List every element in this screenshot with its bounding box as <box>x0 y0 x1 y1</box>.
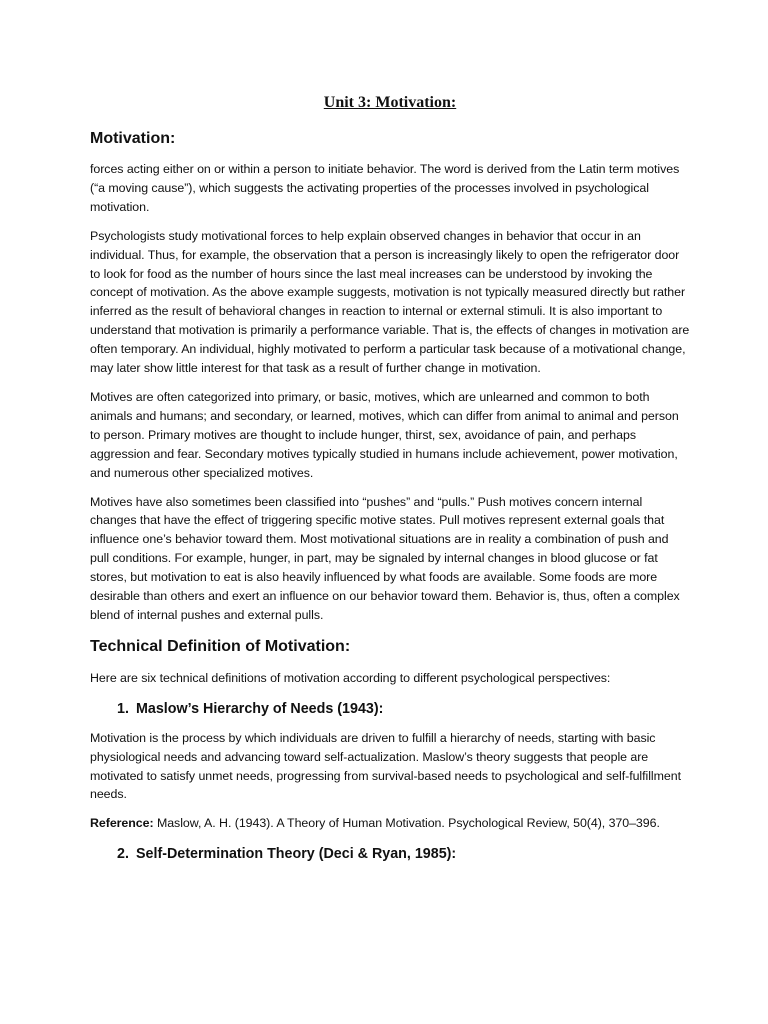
paragraph: Motives are often categorized into primary, or basic, motives, which are unlearned and common to both animals and humans; and secondary, or learned, motives, which can differ from animal to animal and person to person. Primary motives are thought to include hunger, thirst, sex, avoidance of pain, and perhaps aggression and fear. Secondary motives typically studied in humans include achievement, power motivation, and numerous other specialized motives. <box>90 389 679 480</box>
reference-text: Maslow, A. H. (1943). A Theory of Human Motivation. Psychological Review, 50(4), 370–396. <box>153 816 660 831</box>
reference-line <box>90 814 690 833</box>
definition-heading <box>90 843 690 865</box>
definition-title: Self-Determination Theory (Deci & Ryan, 1985): <box>136 846 457 863</box>
definition-title: Maslow’s Hierarchy of Needs (1943): <box>136 700 384 717</box>
section-intro: Here are six technical definitions of motivation according to different psychological perspectives: <box>90 670 611 685</box>
reference-label: Reference: <box>90 816 154 831</box>
list-number: 2. <box>117 846 129 863</box>
definition-body: Motivation is the process by which individuals are driven to fulfill a hierarchy of needs, starting with basic physiological needs and advancing toward self-actualization. Maslow’s theory suggests that people are motivated to satisfy unmet needs, progressing from survival-based needs to psychological and self-fulfillment needs. <box>90 730 681 802</box>
document-title: Unit 3: Motivation: <box>323 94 457 111</box>
definition-item <box>90 843 690 865</box>
definition-heading <box>90 698 690 720</box>
definition-item <box>90 698 690 834</box>
document-page <box>90 92 690 874</box>
section-heading-motivation: Motivation: <box>90 130 176 147</box>
paragraph: forces acting either on or within a person to initiate behavior. The word is derived from the Latin term motives (“a moving cause”), which suggests the activating properties of the processes involved in psychological motivation. <box>90 162 680 214</box>
definition-list <box>90 698 690 866</box>
paragraph: Motives have also sometimes been classified into “pushes” and “pulls.” Push motives concern internal changes that have the effect of triggering specific motive states. Pull motives represent external goals that influence one’s behavior toward them. Most motivational situations are in reality a combination of push and pull conditions. For example, hunger, in part, may be signaled by internal changes in blood glucose or fat stores, but motivation to eat is also heavily influenced by what foods are available. Some foods are more desirable than others and exert an influence on our behavior toward them. Behavior is, thus, often a complex blend of internal pushes and external pulls. <box>90 494 680 622</box>
section-heading-technical-definition: Technical Definition of Motivation: <box>90 637 351 655</box>
paragraph: Psychologists study motivational forces to help explain observed changes in behavior that occur in an individual. Thus, for example, the observation that a person is increasingly likely to open the refrigerator door to look for food as the number of hours since the last meal increases can be understood by invoking the concept of motivation. As the above example suggests, motivation is not typically measured directly but rather inferred as the result of behavioral changes in reaction to internal or external stimuli. It is also important to understand that motivation is primarily a performance variable. That is, the effects of changes in motivation are often temporary. An individual, highly motivated to perform a particular task because of a motivational change, may later show little interest for that task as a result of further change in motivation. <box>90 228 690 376</box>
list-number: 1. <box>117 700 129 717</box>
